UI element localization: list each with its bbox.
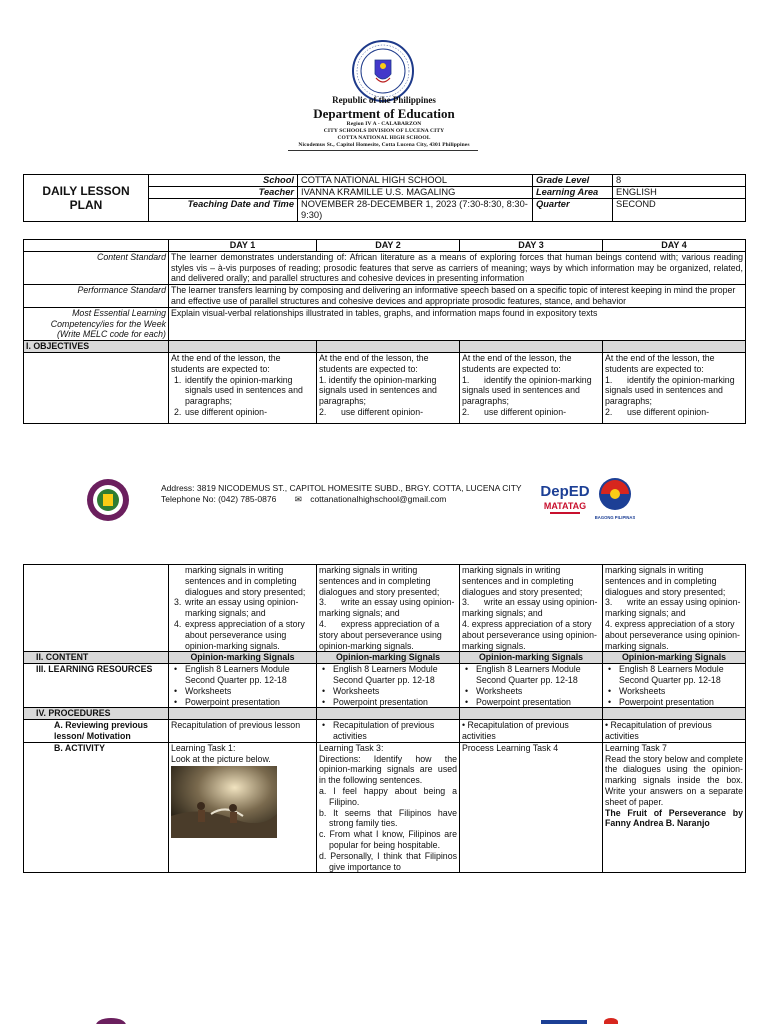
svg-text:DepED: DepED bbox=[540, 483, 590, 500]
day-2-objectives-continued: marking signals in writing sentences and in completing dialogues and story presented; 3. write an essay using opinion-marking signals; and 4. express appreciation of a story about perseverance using opinion-marking signals. bbox=[317, 565, 460, 652]
school-address-line: Nicodemus St., Capitol Homesite, Cotta Lucena City, 4301 Philippines bbox=[298, 142, 470, 148]
resource-item: • Worksheets bbox=[171, 686, 314, 697]
svg-text:MATATAG: MATATAG bbox=[543, 501, 587, 511]
resource-item: • English 8 Learners Module Second Quarter pp. 12-18 bbox=[462, 664, 600, 686]
area-label: Learning Area bbox=[533, 187, 613, 199]
children-playing-water-image bbox=[171, 766, 277, 838]
day-4-review: • Recapitulation of previous activities bbox=[603, 720, 746, 743]
resource-item: • Powerpoint presentation bbox=[462, 697, 600, 708]
day-2-task-text: Directions: Identify how the opinion-marking signals are used in the following sentences. bbox=[319, 753, 457, 786]
content-standard-text: The learner demonstrates understanding of: African literature as a means of exploring forces that human beings contend with; various reading styles vis – à-vis purposes of reading; prosodic features that serve as carriers of meaning; ways by which information may be organized, related, and delivered orally; and parallel structures and cohesive devices in presenting information bbox=[169, 251, 746, 284]
day-2-review: • Recapitulation of previous activities bbox=[317, 720, 460, 743]
day-1-activity bbox=[169, 742, 317, 873]
content-standard-row bbox=[24, 251, 746, 284]
deped-logo-fragment-icon bbox=[541, 1020, 587, 1024]
footer-contact bbox=[161, 494, 522, 505]
day-2-resources bbox=[317, 664, 460, 708]
objective-item: 3. write an essay using opinion-marking signals; and bbox=[605, 597, 741, 619]
day-4-header: DAY 4 bbox=[603, 240, 746, 252]
day-3-objectives bbox=[460, 352, 603, 423]
svg-text:BAGONG PILIPINAS: BAGONG PILIPINAS bbox=[595, 515, 635, 520]
objectives-intro: At the end of the lesson, the students are expected to: bbox=[462, 352, 572, 374]
resource-item: • Worksheets bbox=[605, 686, 743, 697]
melc-label: Most Essential Learning Competency/ies for the Week (Write MELC code for each) bbox=[24, 307, 169, 340]
objectives-continued-row bbox=[24, 565, 746, 652]
resources-row bbox=[24, 664, 746, 708]
day-1-task-title: Learning Task 1: bbox=[171, 742, 236, 753]
objective-item: 4. express appreciation of a story about perseverance using opinion-marking signals. bbox=[605, 618, 740, 651]
content-row bbox=[24, 652, 746, 664]
day-3-resources bbox=[460, 664, 603, 708]
day-3-review: • Recapitulation of previous activities bbox=[460, 720, 603, 743]
quarter-label: Quarter bbox=[533, 199, 613, 222]
objective-item: 3. write an essay using opinion-marking signals; and bbox=[319, 597, 455, 619]
day-2-header: DAY 2 bbox=[317, 240, 460, 252]
day-2-content: Opinion-marking Signals bbox=[317, 652, 460, 664]
school-line: COTTA NATIONAL HIGH SCHOOL bbox=[337, 135, 431, 141]
melc-text: Explain visual-verbal relationships illustrated in tables, graphs, and information maps found in expository texts bbox=[169, 307, 746, 340]
day-3-header: DAY 3 bbox=[460, 240, 603, 252]
day-4-task-text: Read the story below and complete the dialogues using the opinion-marking signals inside the box. Write your answers on a separate sheet of paper. bbox=[605, 753, 743, 807]
procedures-header-row bbox=[24, 708, 746, 720]
objectives-row bbox=[24, 352, 746, 423]
resource-item: • Powerpoint presentation bbox=[319, 697, 457, 708]
objective-item: 1. identify the opinion-marking signals used in sentences and paragraphs; bbox=[174, 374, 303, 407]
melc-row bbox=[24, 307, 746, 340]
day-header-row bbox=[24, 240, 746, 252]
objective-item: 3. write an essay using opinion-marking signals; and bbox=[462, 597, 598, 619]
objective-item: 3. write an essay using opinion-marking signals; and bbox=[174, 597, 299, 619]
day-1-resources bbox=[169, 664, 317, 708]
date-value: NOVEMBER 28-DECEMBER 1, 2023 (7:30-8:30, 8:30-9:30) bbox=[298, 199, 533, 222]
sentence-item: a. I feel happy about being a Filipino. bbox=[319, 785, 457, 807]
day-1-objectives bbox=[169, 352, 317, 423]
objective-item: 2. use different opinion- bbox=[174, 406, 267, 417]
day-2-objectives bbox=[317, 352, 460, 423]
activity-label: B. ACTIVITY bbox=[24, 742, 169, 873]
grade-value: 8 bbox=[613, 175, 746, 187]
reviewing-label: A. Reviewing previous lesson/ Motivation bbox=[24, 720, 169, 743]
objective-item: 2. use different opinion- bbox=[319, 406, 424, 417]
objective-item: 1. identify the opinion-marking signals used in sentences and paragraphs; bbox=[319, 374, 437, 407]
objective-item: 1. identify the opinion-marking signals used in sentences and paragraphs; bbox=[462, 374, 592, 407]
day-3-content: Opinion-marking Signals bbox=[460, 652, 603, 664]
resource-item: • Worksheets bbox=[462, 686, 600, 697]
day-1-review: Recapitulation of previous lesson bbox=[169, 720, 317, 743]
day-2-task-title: Learning Task 3: bbox=[319, 742, 384, 753]
objective-item: 4. express appreciation of a story about perseverance using opinion-marking signals. bbox=[462, 618, 597, 651]
resources-label: III. LEARNING RESOURCES bbox=[24, 664, 169, 708]
day-4-activity bbox=[603, 742, 746, 873]
footer-phone: Telephone No: (042) 785-0876 bbox=[161, 494, 277, 504]
corner-cell bbox=[24, 240, 169, 252]
department-title: Department of Education bbox=[313, 106, 455, 121]
day-4-content: Opinion-marking Signals bbox=[603, 652, 746, 664]
objectives-label: I. OBJECTIVES bbox=[24, 341, 169, 353]
bagong-pilipinas-fragment-icon bbox=[604, 1018, 618, 1024]
school-label: School bbox=[149, 175, 298, 187]
objective-item: 2. use different opinion- bbox=[605, 406, 710, 417]
sentence-item: c. From what I know, Filipinos are popular for being hospitable. bbox=[319, 829, 457, 850]
dlp-title: DAILY LESSON PLAN bbox=[24, 175, 149, 222]
content-standard-label: Content Standard bbox=[24, 251, 169, 284]
day-1-objectives-continued: marking signals in writing sentences and in completing dialogues and story presented; 3. write an essay using opinion-marking signals; and 4. express appreciation of a story about perseverance using opinion-marking signals. bbox=[169, 565, 317, 652]
date-label: Teaching Date and Time bbox=[149, 199, 298, 222]
objective-item: 4. express appreciation of a story about perseverance using opinion-marking signals. bbox=[174, 618, 305, 651]
reviewing-row bbox=[24, 720, 746, 743]
teacher-value: IVANNA KRAMILLE U.S. MAGALING bbox=[298, 187, 533, 199]
day-4-objectives bbox=[603, 352, 746, 423]
division-line: CITY SCHOOLS DIVISION OF LUCENA CITY bbox=[323, 128, 445, 134]
day-1-content: Opinion-marking Signals bbox=[169, 652, 317, 664]
objectives-header-row bbox=[24, 341, 746, 353]
region-line: Region IV A - CALABARZON bbox=[346, 121, 422, 127]
resource-item: • Powerpoint presentation bbox=[605, 697, 743, 708]
objectives-intro: At the end of the lesson, the students are expected to: bbox=[319, 352, 429, 374]
deped-seal-icon bbox=[352, 40, 414, 102]
plan-table-page-2 bbox=[23, 564, 746, 873]
objective-item: 4. express appreciation of a story about perseverance using opinion-marking signals. bbox=[319, 618, 442, 651]
procedures-label: IV. PROCEDURES bbox=[24, 708, 169, 720]
teacher-label: Teacher bbox=[149, 187, 298, 199]
plan-table-page-1 bbox=[23, 239, 746, 424]
header-divider bbox=[288, 150, 478, 151]
letterhead bbox=[0, 0, 768, 170]
lesson-info-table bbox=[23, 174, 746, 222]
resource-item: • Worksheets bbox=[319, 686, 457, 697]
area-value: ENGLISH bbox=[613, 187, 746, 199]
republic-line: Republic of the Philippines bbox=[332, 95, 436, 105]
footer-address: Address: 3819 NICODEMUS ST., CAPITOL HOMESITE SUBD., BRGY. COTTA, LUCENA CITY bbox=[161, 483, 522, 493]
objectives-intro: At the end of the lesson, the students are expected to: bbox=[605, 352, 715, 374]
activity-row bbox=[24, 742, 746, 873]
bagong-pilipinas-logo-icon bbox=[595, 476, 635, 522]
school-value: COTTA NATIONAL HIGH SCHOOL bbox=[298, 175, 533, 187]
resource-item: • Powerpoint presentation bbox=[171, 697, 314, 708]
objective-item: 1. identify the opinion-marking signals used in sentences and paragraphs; bbox=[605, 374, 735, 407]
day-4-task-title: Learning Task 7 bbox=[605, 742, 667, 753]
day-4-objectives-continued: marking signals in writing sentences and in completing dialogues and story presented; 3. write an essay using opinion-marking signals; and 4. express appreciation of a story about perseverance using opinion-marking signals. bbox=[603, 565, 746, 652]
school-logo-fragment-icon bbox=[96, 1018, 126, 1024]
day-2-activity bbox=[317, 742, 460, 873]
day-4-story-title: The Fruit of Perseverance by Fanny Andrea B. Naranjo bbox=[605, 807, 743, 829]
quarter-value: SECOND bbox=[613, 199, 746, 222]
content-label: II. CONTENT bbox=[24, 652, 169, 664]
objective-item: 2. use different opinion- bbox=[462, 406, 567, 417]
page-footer bbox=[0, 470, 768, 530]
school-logo-icon bbox=[86, 478, 130, 522]
performance-standard-label: Performance Standard bbox=[24, 285, 169, 308]
grade-label: Grade Level bbox=[533, 175, 613, 187]
next-page-footer-fragment bbox=[0, 1012, 768, 1024]
resource-item: • English 8 Learners Module Second Quarter pp. 12-18 bbox=[319, 664, 457, 686]
sentence-item: d. Personally, I think that Filipinos give importance to bbox=[319, 850, 457, 872]
performance-standard-row bbox=[24, 285, 746, 308]
sentence-item: b. It seems that Filipinos have strong family ties. bbox=[319, 807, 457, 829]
deped-matatag-logo-icon bbox=[540, 478, 590, 522]
day-1-task-text: Look at the picture below. bbox=[171, 753, 271, 764]
resource-item: • English 8 Learners Module Second Quarter pp. 12-18 bbox=[605, 664, 743, 686]
day-4-resources bbox=[603, 664, 746, 708]
day-1-header: DAY 1 bbox=[169, 240, 317, 252]
day-3-objectives-continued: marking signals in writing sentences and in completing dialogues and story presented; 3. write an essay using opinion-marking signals; and 4. express appreciation of a story about perseverance using opinion-marking signals. bbox=[460, 565, 603, 652]
footer-address-block bbox=[161, 483, 522, 505]
performance-standard-text: The learner transfers learning by composing and delivering an informative speech based on a specific topic of interest keeping in mind the proper and effective use of parallel structures and cohesive devices and appropriate prosodic features, stance, and behavior bbox=[169, 285, 746, 308]
footer-email: cottanationalhighschool@gmail.com bbox=[310, 494, 447, 504]
day-3-activity: Process Learning Task 4 bbox=[460, 742, 603, 873]
email-icon: ✉ bbox=[294, 494, 302, 504]
resource-item: • English 8 Learners Module Second Quarter pp. 12-18 bbox=[171, 664, 314, 686]
objectives-intro: At the end of the lesson, the students are expected to: bbox=[171, 352, 281, 374]
